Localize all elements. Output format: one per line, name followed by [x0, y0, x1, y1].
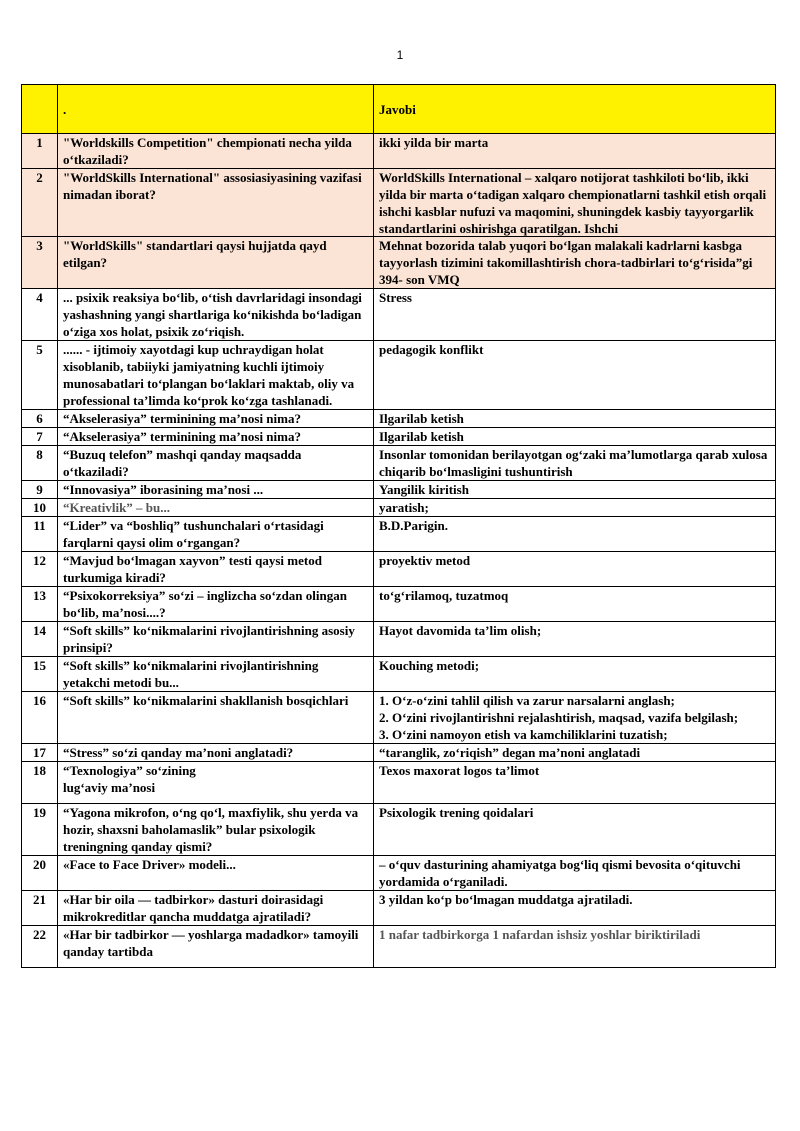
page-number: 1 — [396, 48, 404, 62]
row-question: “Lider” va “boshliq” tushunchalari o‘rtasidagi farqlarni qaysi olim o‘rgangan? — [58, 517, 374, 552]
table-row — [22, 341, 776, 410]
row-number: 21 — [22, 891, 58, 926]
header-answer: Javobi — [374, 85, 776, 134]
row-number: 7 — [22, 428, 58, 446]
table-row — [22, 804, 776, 856]
row-question — [58, 762, 374, 804]
row-answer: Insonlar tomonidan berilayotgan og‘zaki ma’lumotlarga qarab xulosa chiqarib bo‘lmasligini tushuntirish — [374, 446, 776, 481]
row-question: “Yagona mikrofon, o‘ng qo‘l, maxfiylik, shu yerda va hozir, shaxsni baholamaslik” bular psixologik treningning qanday qismi? — [58, 804, 374, 856]
row-question: “Mavjud bo‘lmagan xayvon” testi qaysi metod turkumiga kiradi? — [58, 552, 374, 587]
row-number: 22 — [22, 926, 58, 968]
table-row — [22, 481, 776, 499]
qa-table — [21, 84, 776, 968]
table-row — [22, 744, 776, 762]
table-row — [22, 410, 776, 428]
row-question: “Buzuq telefon” mashqi qanday maqsadda o‘tkaziladi? — [58, 446, 374, 481]
row-question: “Kreativlik” – bu... — [58, 499, 374, 517]
table-row — [22, 517, 776, 552]
table-row — [22, 762, 776, 804]
row-number: 13 — [22, 587, 58, 622]
table-row — [22, 134, 776, 169]
table-row — [22, 692, 776, 744]
row-question: “Innovasiya” iborasining ma’nosi ... — [58, 481, 374, 499]
row-number: 3 — [22, 237, 58, 289]
row-answer: Texos maxorat logos ta’limot — [374, 762, 776, 804]
row-number: 2 — [22, 169, 58, 237]
row-number: 8 — [22, 446, 58, 481]
row-number: 11 — [22, 517, 58, 552]
row-answer: Psixologik trening qoidalari — [374, 804, 776, 856]
row-question: "WorldSkills" standartlari qaysi hujjatda qayd etilgan? — [58, 237, 374, 289]
table-row — [22, 587, 776, 622]
row-question: «Face to Face Driver» modeli... — [58, 856, 374, 891]
row-question: “Soft skills” ko‘nikmalarini rivojlantirishning yetakchi metodi bu... — [58, 657, 374, 692]
row-answer: Kouching metodi; — [374, 657, 776, 692]
row-answer: yaratish; — [374, 499, 776, 517]
answer-line: 2. O‘zini rivojlantirishni rejalashtirish, maqsad, vazifa belgilash; — [379, 710, 739, 725]
row-number: 9 — [22, 481, 58, 499]
table-row — [22, 552, 776, 587]
row-answer: B.D.Parigin. — [374, 517, 776, 552]
table-row — [22, 926, 776, 968]
table-row — [22, 237, 776, 289]
table-row — [22, 891, 776, 926]
table-row — [22, 428, 776, 446]
row-answer: to‘g‘rilamoq, tuzatmoq — [374, 587, 776, 622]
table-row — [22, 657, 776, 692]
header-num — [22, 85, 58, 134]
row-question: “Soft skills” ko‘nikmalarini rivojlantirishning asosiy prinsipi? — [58, 622, 374, 657]
row-question: “Psixokorreksiya” so‘zi – inglizcha so‘zdan olingan bo‘lib, ma’nosi....? — [58, 587, 374, 622]
row-number: 6 — [22, 410, 58, 428]
answer-line: 3. O‘zini namoyon etish va kamchiliklarini tuzatish; — [379, 727, 668, 742]
row-number: 17 — [22, 744, 58, 762]
row-answer-text: WorldSkills International – xalqaro notijorat tashkiloti bo‘lib, ikki yilda bir marta o‘tadigan xalqaro chempionatlarni tashkil etish orqali ishchi kasblar nufuzi va maqomini, shuningdek kasbiy tayyorgarlik standartlarini oshirishga qaratilgan. Ishchi — [379, 170, 767, 236]
table-row — [22, 169, 776, 237]
row-number: 15 — [22, 657, 58, 692]
row-number: 1 — [22, 134, 58, 169]
row-question: "WorldSkills International" assosiasiyasining vazifasi nimadan iborat? — [58, 169, 374, 237]
row-question: “Soft skills” ko‘nikmalarini shakllanish bosqichlari — [58, 692, 374, 744]
row-answer: “taranglik, zo‘riqish” degan ma’noni anglatadi — [374, 744, 776, 762]
row-number: 20 — [22, 856, 58, 891]
row-question: ... psixik reaksiya bo‘lib, o‘tish davrlaridagi insondagi yashashning yangi shartlariga ko‘nikishda bo‘ladigan o‘ziga xos holat, psixik zo‘riqish. — [58, 289, 374, 341]
table-row — [22, 856, 776, 891]
row-answer: Ilgarilab ketish — [374, 428, 776, 446]
row-question: “Akselerasiya” terminining ma’nosi nima? — [58, 410, 374, 428]
row-number: 19 — [22, 804, 58, 856]
row-answer — [374, 169, 776, 237]
row-question: “Akselerasiya” terminining ma’nosi nima? — [58, 428, 374, 446]
table-header-row — [22, 85, 776, 134]
row-answer: ikki yilda bir marta — [374, 134, 776, 169]
row-answer: 3 yildan ko‘p bo‘lmagan muddatga ajratiladi. — [374, 891, 776, 926]
row-number: 14 — [22, 622, 58, 657]
table-row — [22, 622, 776, 657]
table-row — [22, 289, 776, 341]
row-question: «Har bir oila — tadbirkor» dasturi doirasidagi mikrokreditlar qancha muddatga ajratiladi? — [58, 891, 374, 926]
row-question: ...... - ijtimoiy xayotdagi kup uchraydigan holat xisoblanib, tabiiyki jamiyatning kuchli ijtimoiy munosabatlari to‘plangan bo‘laklari maktab, oliy va professional ta’limda ko‘prok ko‘zga tashlanadi. — [58, 341, 374, 410]
row-question: «Har bir tadbirkor — yoshlarga madadkor» tamoyili qanday tartibda — [58, 926, 374, 968]
row-answer: pedagogik konflikt — [374, 341, 776, 410]
row-question-text: “Texnologiya” so‘zining lug‘aviy ma’nosi — [63, 763, 196, 795]
row-number: 10 — [22, 499, 58, 517]
row-answer — [374, 692, 776, 744]
table-row — [22, 446, 776, 481]
row-answer: Hayot davomida ta’lim olish; — [374, 622, 776, 657]
table-row — [22, 499, 776, 517]
row-answer: 1 nafar tadbirkorga 1 nafardan ishsiz yoshlar biriktiriladi — [374, 926, 776, 968]
row-answer: Yangilik kiritish — [374, 481, 776, 499]
row-number: 5 — [22, 341, 58, 410]
row-number: 18 — [22, 762, 58, 804]
row-question: “Stress” so‘zi qanday ma’noni anglatadi? — [58, 744, 374, 762]
header-question: . — [58, 85, 374, 134]
row-answer: Mehnat bozorida talab yuqori bo‘lgan malakali kadrlarni kasbga tayyorlash tizimini takomillashtirish chora-tadbirlari to‘g‘risida”gi 394- son VMQ — [374, 237, 776, 289]
answer-line: 1. O‘z-o‘zini tahlil qilish va zarur narsalarni anglash; — [379, 693, 675, 708]
row-number: 16 — [22, 692, 58, 744]
row-answer: Stress — [374, 289, 776, 341]
row-answer: proyektiv metod — [374, 552, 776, 587]
row-number: 12 — [22, 552, 58, 587]
row-answer: Ilgarilab ketish — [374, 410, 776, 428]
row-answer: – o‘quv dasturining ahamiyatga bog‘liq qismi bevosita o‘qituvchi yordamida o‘rganiladi. — [374, 856, 776, 891]
row-question: "Worldskills Competition" chempionati necha yilda o‘tkaziladi? — [58, 134, 374, 169]
row-number: 4 — [22, 289, 58, 341]
